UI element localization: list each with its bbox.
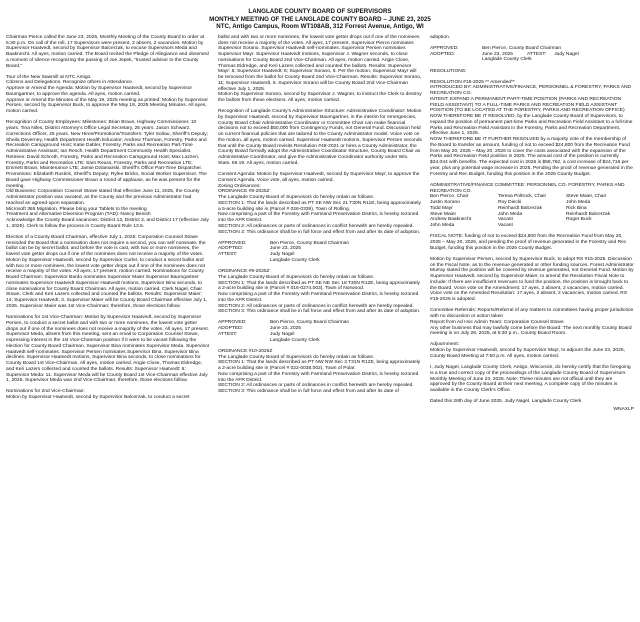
committee-heading: ADMINISTRATIVE/FINANCE COMMITTEE: PERSONNEL CO. FORESTRY, PARKS AND RECREATION CO. xyxy=(430,182,625,194)
paragraph: Approve or Amend the Minutes of the May 19, 2025 meeting as printed: Motion by Supervisor Persen, second by Supervisor Buck, to approve the May 19, 2025 Meeting Minutes. All ayes, motion carried. xyxy=(6,97,208,115)
paragraph: SECTION 3: This ordinance shall be in full force and effect from and after its date of adoption. xyxy=(218,309,421,315)
paragraph: Election of a County Board Chairman, effective July 1, 2025: Corporation Counsel Stowe reminded the Board that a nomination does not require a second, you can self nominate, the ballot can be by secret ballot, and before the vote is cast, with two or more nominees, the lowest vote getter drops out if one of the nominees does not receive a majority of the votes. Motion by Supervisor Haatvedt, second by Supervisor Curler, to conduct a secret ballot and with two or more nominees, the lowest vote getter drops out if one of the nominees does not receive a majority of the votes. All ayes, 17 present, motion carried. Nominations for County Board Chairman: Supervisor Bardo nominates Supervisor Maier Supervisor Baumgartner nominates Supervisor Haatvedt Supervisor Haatvedt motions, Supervisor Bina seconds, to close nominations for County Board Chairman. All ayes, motion carried. Clerk Nagel, Chair Stowe, Clerk and Keri Lazers collected and counted the ballots. Results: Supervisor Maier: 14; Supervisor Haatvedt, 3. Supervisor Maier will be County Board Chairman effective July 1, 2025. Supervisor Maier was 1st Vice-Chairman; therefore, those elections follow. xyxy=(6,234,208,309)
resolution-number: RESOLUTION #15-2025 ** Amended** xyxy=(430,79,515,85)
dated-line: Dated this 26th day of June 2025. Judy Nagel, Langlade County Clerk xyxy=(430,399,582,405)
paragraph: Acknowledge the County Board vacancies: District 13, District 2, and District 17 (effective July 1, 2025). Clerk to follow the process in County Board Rule 13.6. xyxy=(6,218,209,229)
ordinance-number: ORDINANCE #9-2025Z xyxy=(218,269,270,275)
paragraph: SECTION 2: All ordinances or parts of ordinances in conflict herewith are hereby repealed. xyxy=(218,223,414,229)
paragraph: Treatment and Alternative Diversion Program (TAD): Nancy Benish xyxy=(6,212,151,218)
notice-header xyxy=(6,8,634,31)
publication-code: WNAXLP xyxy=(613,406,634,412)
meeting-location: NTC, Antigo Campus, Room WT108AB, 312 Forrest Avenue, Antigo, WI xyxy=(216,23,424,31)
paragraph: Motion by Supervisor Haatvedt, second by Supervisor Mayr, to adjourn the June 23, 2025, County Board Meeting at 7:50 p.m. All ayes, motion carried. xyxy=(430,348,625,359)
paragraph: Motion by Supervisor Haatvedt, second by Supervisor Balcerzak, to conduct a secret xyxy=(6,395,190,401)
paragraph: Recognition of County Employees: Milestones: Brian Braun, Highway Commissioner, 10 years. Tina Niles, District Attorney’s Office Legal Secretary, 25 years. Jason Schwarz, Corrections Officer, 25 years. New Hires/Promotions/Transfers: Tyler Soltau, Sheriff’s Deputy; Sheila Deverney, Health Department Health Educator; Andrew Thurman, Forestry, Parks and Recreation Campground Host; Katie Dabler, Forestry, Parks and Recreation Part-Time Administrative Assistant; Ian Resch, Health Department Community Health Specialist. Retirees: David Schroth, Forestry, Parks and Recreation Campground Host; Max Lazzeri, Forestry, Parks and Recreation LTE; Sam Reuss, Forestry, Parks and Recreation LTE; Emmett Braun, Maintenance LTE; Jamie Dziamarski, Sheriff’s Office Part-Time Dispatcher. Promotions: Elizabeth Rustick, Sheriff’s Deputy; Rylee Bricko, Social Worker Supervisor. The Board gave Highway Commissioner Braun a round of applause, as he was present for the meeting. xyxy=(6,120,209,189)
paragraph: SECTION 2: All ordinances or parts of ordinances in conflict herewith are hereby repealed. xyxy=(218,383,414,389)
paragraph: Microsoft 365 Migration. Please bring your Tablets to the meeting xyxy=(6,206,147,212)
paragraph: Consent Agenda: Motion by Supervisor Haatvedt, second by Supervisor Mayr, to approve the Consent Agenda. Voice vote, all ayes, motion carried. xyxy=(218,172,420,183)
paragraph: INTENT: EXPAND A PERMANENT PART-TIME POSITION (PARKS AND RECREATION FIELD ASSISTANT) TO A FULL-TIME PARKS AND RECREATION FIELD ASSISTANT POSITION (TO BE LOCATED AT THE FORESTRY, PARKS AND RECREATION OFFICE) xyxy=(430,96,625,114)
meeting-title: MONTHLY MEETING OF THE LANGLADE COUNTY BOARD – JUNE 23, 2025 xyxy=(209,15,431,23)
ordinance-number: ORDINANCE #10-2025Z xyxy=(218,348,273,354)
paragraph: NOW THEREFORE BE IT RESOLVED, by the Langlade County Board of Supervisors, to expand the position of permanent part-time Parks and Recreation Field Assistant to a full-time Parks and Recreation Field Assistant in the Forestry, Parks and Recreation Department, effective June 1, 2025. xyxy=(430,114,633,137)
certification: I, Judy Nagel, Langlade County Clerk, Antigo, Wisconsin, do hereby certify that the foregoing is a true and correct copy of the proceedings of the Langlade County Board of Supervisors Monthly Meeting of June 23, 2025. Note: These minutes are not official until they are approved by the County Board at their next meeting. A complete copy of the minutes is available in the County Clerk’s Office. xyxy=(430,365,631,394)
notice-title: LANGLADE COUNTY BOARD OF SUPERVISORS xyxy=(248,8,392,15)
paragraph: Nominations for 1st Vice-Chairman: Motion by Supervisor Haatvedt, second by Supervisor Persen, to conduct a secret ballot and with two or more nominees, the lowest vote getter drops out if one of the nominees does not receive a majority of the votes. All ayes, 17 present. Supervisor Meda, absent from this meeting, sent an email to Corporation Counsel Stowe, expressing interest in the 1st Vice-Chairman position if it were to be vacant following the election for County Board Chairman. Supervisor Bina nominates Supervisor Meda. Supervisor Haatvedt self-nominates. Supervisor Persen nominates Supervisor Bina. Supervisor Bina declines. Supervisor Haatvedt motions, Supervisor Bina seconds, to close nominations for County Board 1st Vice-Chairman. All ayes, motion carried. Angie Close, Thomas Eldredge, and Keri Lazers collected and counted the ballots. Results: Supervisor Haatvedt: 6; Supervisor Meda: 11. Supervisor Meda will be County Board 1st Vice-Chairman effective July 1, 2025. Supervisor Meda was 2nd Vice-Chairman; therefore, those elections follow. xyxy=(6,315,210,384)
signature-block: APPROVED: Ben Pierce, County Board Chairman ADOPTED: June 23, 2025 ATTEST: Judy Nagel Langlade County Clerk xyxy=(218,320,350,343)
paragraph: Motion by Supervisor Persen, second by Supervisor Buck, to adopt RS #15-2025. Discussion on the Fiscal Note, as to the revenue generated or other funding sources. Forest Administrator Murray stated the position will be covered by revenue generated, not General Fund. Motion by Supervisor Haatvedt, second by Supervisor Maier, to amend the Resolution Fiscal Note to include: If there are insufficient revenues to fund the position, the position is brought back to the Board. Voice vote on the Amendment: 17 ayes, 2 absent, 2 vacancies, motion carried. Voice vote on the Amended Resolution: 17 ayes, 2 absent, 2 vacancies, motion carried. RS #15-2025 is adopted. xyxy=(430,256,634,303)
paragraph: SECTION 3: This ordinance shall be in full force and effect from and after its date of xyxy=(218,389,399,395)
fiscal-note: FISCAL NOTE: funding of not to exceed $24,800 from the Recreation Fund from May 20, 2025 – May 20, 2026, and pending the proof of revenue generated in the Forestry and Rec Budget, funding this position in the 2026 County Budget. xyxy=(430,234,627,251)
paragraph: Now comprising a part of the Forestry with Farmland Preservation District, is hereby rezoned into the AFR District. xyxy=(218,212,419,224)
paragraph: Now comprising a part of the Forestry with Farmland Preservation District, is hereby rezoned into the AFR District. xyxy=(218,371,419,383)
paragraph: The Langlade County Board of Supervisors do hereby ordain as follows: xyxy=(218,274,375,280)
paragraph: Approve or Amend the Agenda: Motion by Supervisor Haatvedt, second by Supervisor Baumgartner, to approve the agenda. All ayes, motion carried. xyxy=(6,86,192,97)
paragraph: Any other business that may lawfully come before the Board: The next monthly County Board meeting is on July 28, 2025, at 5:30 p.m., County Board Room. xyxy=(430,325,632,337)
paragraph: Now comprising a part of the Forestry with Farmland Preservation District, is hereby rezoned into the AFR District. xyxy=(218,292,419,303)
paragraph: adoption. xyxy=(430,34,451,40)
paragraph: Tour of the New Sawmill at NTC Antigo. xyxy=(6,74,92,80)
paragraph: Old Business: Corporation Counsel Stowe stated that effective June 11, 2025, the County Administrator position was vacated, as the County and the previous Administrator had reached an agreed-upon separation. xyxy=(6,189,200,206)
committee-signatures: Ben Pierce, Chair Teresa Poltrock, Chair Steve Maier, Chair Justin Sorano Roy Diecki John Meda Todd Mayr Reinhardt Balcerzak Rick Bina Steve Maier John Meda Reinhardt Balcerzak Andrew Baaknecht Vacant Roger Buck John Meda Vacant xyxy=(430,194,611,229)
paragraph: The Langlade County Board of Supervisors do hereby ordain as follows: xyxy=(218,354,375,360)
column-2 xyxy=(218,35,422,413)
paragraph: Motion by Supervisor Sorano, second by Supervisor J. Wagner, to instruct the Clerk to destroy the ballots from these elections. All ayes, motion carried. xyxy=(218,92,422,104)
paragraph: Committee Referrals: Reports/Referral of any matters to committees having proper jurisdiction with no discussion or action taken xyxy=(430,308,634,320)
paragraph: Chairman Pierce called the June 23, 2025, Monthly Meeting of the County Board to order at 5:30 p.m. On call of the roll, 17 Supervisors were present, 2 absent, 2 vacancies. Motion by Supervisor Haatvedt, second by Supervisor Balcerzak, to excuse Supervisors Meda and Baaknecht. All ayes, motion carried. The Board recited the Pledge of Allegiance and observed a moment of silence recognizing the passing of Joe Jepek, “trusted advisor to the County Board.” xyxy=(6,34,209,69)
section-heading: RESOLUTIONS: xyxy=(430,68,467,74)
paragraph: SECTION 1: That the lands described as PT NW NW Sec 3 T31N R12E, being approximately a 2-acre building site in (Parcel # 022-0038.002), Town of Polar. xyxy=(218,360,421,372)
column-1 xyxy=(6,35,210,413)
paragraph: INTRODUCED BY: ADMINISTRATIVE/FINANCE, PERSONNEL & FORESTRY, PARKS AND RECREATION CO. xyxy=(430,85,632,97)
paragraph: SECTION 3: This ordinance shall be in full force and effect from and after its date of adoption. xyxy=(218,229,421,235)
column-3 xyxy=(430,35,634,413)
paragraph: Recognition of Langlade County’s Administrative Structure: Administrative Coordinator: Motion by Supervisor Haatvedt, second by Supervisor Baumgartner, in the interim for emergencies, County Board Chair Administrative Coordinator or Committee Chair can make financial decisions not to exceed $50,000 from Contingency Funds, not General Fund. Discussion held on current financial policies that are tailored to the County Administrator model. Voice vote on the motion, all ayes, motion carried. Supervisor Haatvedt motions, Supervisor Persen seconds that until the County Board revisits Resolution #48-2021 or hires a County Administrator, the County Board formally adopt the Administrative Coordinator Structure, County Board Chair as Administrative Coordinator, and give the Administrative Coordinator authority under Wis. Stats. 59.19. All ayes, motion carried. xyxy=(218,109,422,166)
paragraph: Citizens and Delegations. Recognize others in Attendance. xyxy=(6,80,134,86)
signature-block: APPROVED: Ben Pierce, County Board Chairman ADOPTED: June 23, 2025 ATTEST: Judy Nagel Langlade County Clerk xyxy=(218,240,350,263)
paragraph: Nominations for 2nd Vice-Chairman: xyxy=(6,389,85,395)
paragraph: SECTION 1: That the lands described as PT SE NE Sec 18 T30N R12E, being approximately a 2-acre building site in (Parcel # 016-0274.003), Town of Norwood. xyxy=(218,280,420,292)
paragraph: NOW THEREFORE BE IT FURTHER RESOLVED by a majority vote of the membership of the Board to transfer an amount, funding of not to exceed $24,800 from the Recreation Fund from May 20, 2025 – May 20, 2026 to cover the costs associated with the expansion of the Parks and Recreation Field position in 2025. The annual cost of the position is currently $34,044 with benefits. The expected cost in 2026 is $58,762, a cost increase of $24,718 per year, plus any potential wage increase in 2026. Pending the proof of revenue generated in the Forestry and Rec Budget, funding this position in the 2026 County Budget. xyxy=(430,137,633,177)
ordinance-number: ORDINANCE #8-2025Z xyxy=(218,189,270,195)
paragraph: ballot and with two or more nominees, the lowest vote getter drops out if one of the nominees does not receive a majority of the votes. All ayes, 17 present. Supervisor Pierce nominates Supervisor Sorano. Supervisor Haatvedt self-nominates. Supervisor Persen nominates Supervisor Mayr. Supervisor Haatvedt motions, Supervisor J. Wagner seconds, to close nominations for County Board 2nd Vice-Chairman. All ayes, motion carried. Angie Close, Thomas Eldredge, and Keri Lazers collected and counted the ballots. Results: Supervisor Mayr: 5; Supervisor Haatvedt: 6; Supervisor Sorano, 6. Per the motion, Supervisor Mayr will be removed from the ballot for County Board 2nd Vice-Chairman. Results: Supervisor Sorano, 11; Supervisor Haatvedt, 6. Supervisor Sorano will be County Board 2nd Vice-Chairman effective July 1, 2025. xyxy=(218,34,422,92)
paragraph: Zoning Ordinances: xyxy=(218,183,261,189)
paragraph: The Langlade County Board of Supervisors do hereby ordain as follows: xyxy=(218,195,375,201)
paragraph: SECTION 1: That the lands described as PT SE NW Sec 21 T30N R11E, being approximately a 5-acre building site in (Parcel # 026-0339), Town of Rolling. xyxy=(218,200,421,212)
paragraph: Report from Ad Hoc Admin Team: Corporation Counsel Stowe. xyxy=(430,319,566,325)
notice-columns xyxy=(6,35,634,413)
signature-block: APPROVED: Ben Pierce, County Board Chairman ADOPTED: June 23, 2025 ATTEST: Judy Nagel Langlade County Clerk xyxy=(430,45,579,63)
section-heading: Adjournment: xyxy=(430,342,460,348)
paragraph: SECTION 2: All ordinances or parts of ordinances in conflict herewith are hereby repealed. xyxy=(218,303,414,309)
